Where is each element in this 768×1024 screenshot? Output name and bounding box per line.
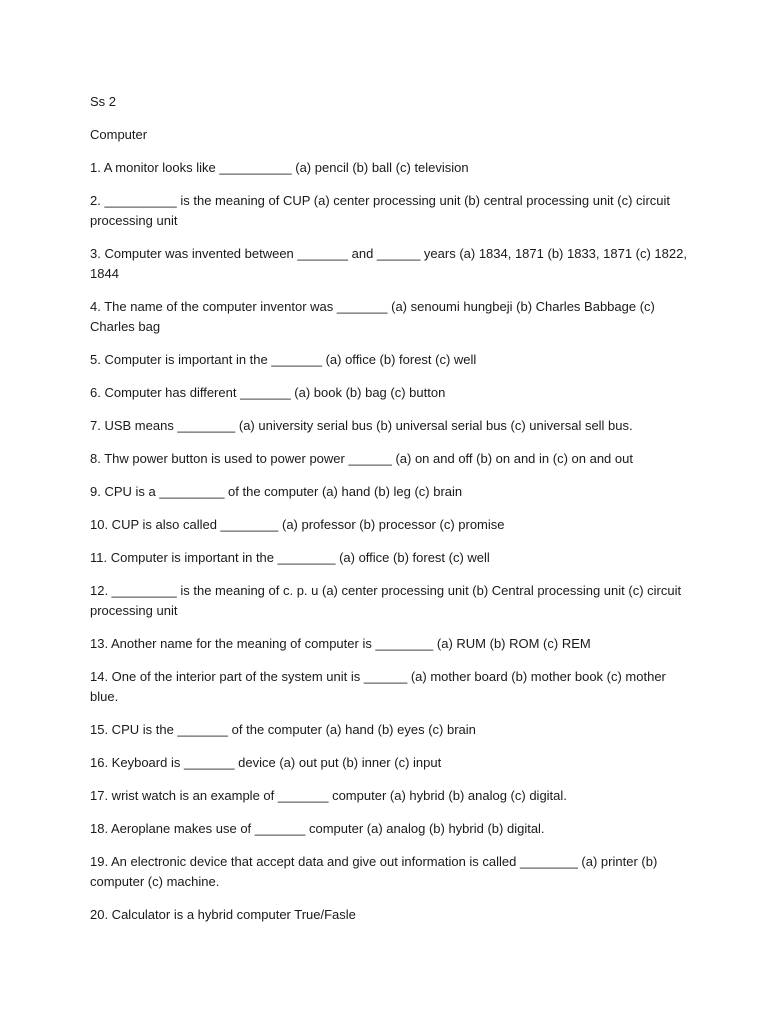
question-17: 17. wrist watch is an example of _______ computer (a) hybrid (b) analog (c) digital. xyxy=(90,788,567,803)
question-19: 19. An electronic device that accept data and give out information is called ________ (a) printer (b) computer (c) machine. xyxy=(90,854,661,889)
question-1: 1. A monitor looks like __________ (a) pencil (b) ball (c) television xyxy=(90,160,469,175)
question-16: 16. Keyboard is _______ device (a) out put (b) inner (c) input xyxy=(90,755,442,770)
question-12: 12. _________ is the meaning of c. p. u (a) center processing unit (b) Central processing unit (c) circuit processing unit xyxy=(90,583,685,618)
question-5: 5. Computer is important in the _______ (a) office (b) forest (c) well xyxy=(90,352,477,367)
document-body xyxy=(90,92,690,938)
class-label: Ss 2 xyxy=(90,94,117,109)
question-3: 3. Computer was invented between _______ and ______ years (a) 1834, 1871 (b) 1833, 1871 (c) 1822, 1844 xyxy=(90,246,691,281)
question-13: 13. Another name for the meaning of computer is ________ (a) RUM (b) ROM (c) REM xyxy=(90,636,591,651)
question-15: 15. CPU is the _______ of the computer (a) hand (b) eyes (c) brain xyxy=(90,722,476,737)
question-11: 11. Computer is important in the ________ (a) office (b) forest (c) well xyxy=(90,550,490,565)
question-10: 10. CUP is also called ________ (a) professor (b) processor (c) promise xyxy=(90,517,505,532)
question-2: 2. __________ is the meaning of CUP (a) center processing unit (b) central processing unit (c) circuit processing unit xyxy=(90,193,674,228)
question-9: 9. CPU is a _________ of the computer (a) hand (b) leg (c) brain xyxy=(90,484,463,499)
question-6: 6. Computer has different _______ (a) book (b) bag (c) button xyxy=(90,385,446,400)
question-list xyxy=(90,158,690,925)
subject-heading: Computer xyxy=(90,127,148,142)
question-7: 7. USB means ________ (a) university serial bus (b) universal serial bus (c) universal sell bus. xyxy=(90,418,633,433)
question-4: 4. The name of the computer inventor was _______ (a) senoumi hungbeji (b) Charles Babbage (c) Charles bag xyxy=(90,299,659,334)
question-14: 14. One of the interior part of the system unit is ______ (a) mother board (b) mother book (c) mother blue. xyxy=(90,669,670,704)
question-20: 20. Calculator is a hybrid computer True/Fasle xyxy=(90,907,356,922)
question-18: 18. Aeroplane makes use of _______ computer (a) analog (b) hybrid (b) digital. xyxy=(90,821,545,836)
question-8: 8. Thw power button is used to power power ______ (a) on and off (b) on and in (c) on and out xyxy=(90,451,633,466)
